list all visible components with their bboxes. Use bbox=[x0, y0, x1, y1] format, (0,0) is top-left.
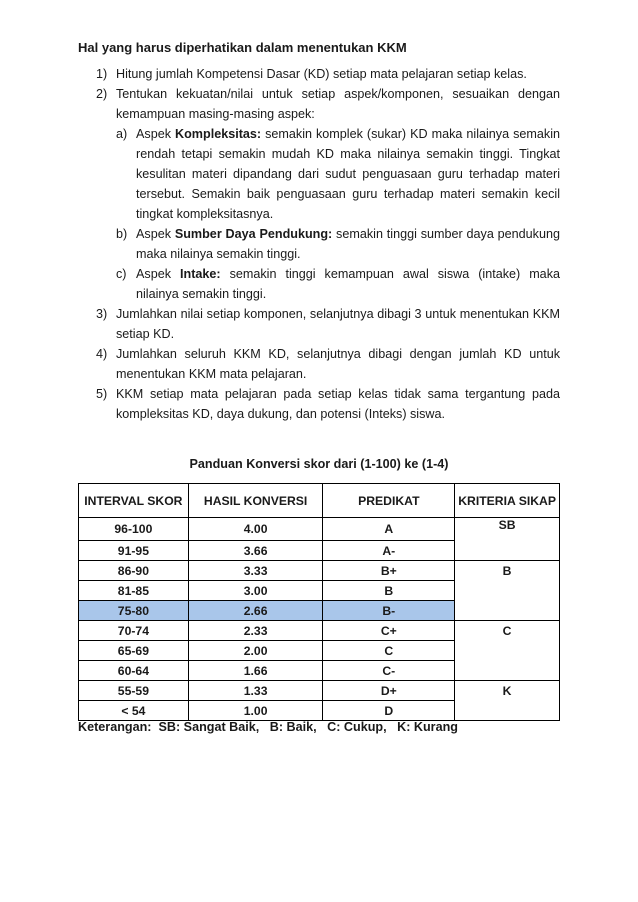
table-row bbox=[79, 681, 560, 701]
predikat-cell: A- bbox=[323, 541, 455, 561]
sub-list-item bbox=[116, 224, 560, 264]
sub-list-item bbox=[116, 124, 560, 224]
konversi-cell: 2.00 bbox=[188, 641, 323, 661]
table-header-row bbox=[79, 484, 560, 518]
predikat-cell: C- bbox=[323, 661, 455, 681]
list-item bbox=[78, 304, 560, 344]
steps-list bbox=[78, 64, 560, 424]
list-item bbox=[78, 64, 560, 84]
interval-cell: 60-64 bbox=[79, 661, 189, 681]
list-item bbox=[78, 344, 560, 384]
konversi-cell: 1.33 bbox=[188, 681, 323, 701]
interval-cell: 86-90 bbox=[79, 561, 189, 581]
konversi-cell: 4.00 bbox=[188, 518, 323, 541]
predikat-cell: A bbox=[323, 518, 455, 541]
konversi-cell: 1.00 bbox=[188, 701, 323, 721]
list-item bbox=[78, 84, 560, 304]
table-title: Panduan Konversi skor dari (1-100) ke (1-4) bbox=[189, 457, 449, 471]
interval-cell: 75-80 bbox=[79, 601, 189, 621]
sub-item-text: semakin komplek (sukar) KD maka nilainya semakin rendah tetapi semakin mudah KD maka nilainya semakin tinggi. Tingkat kesulitan materi dipandang dari sudut penguasaan guru terhadap materi tersebut. Semakin baik penguasaan guru terhadap materi semakin kecil tingkat kompleksitasnya. bbox=[136, 127, 560, 221]
predikat-cell: D bbox=[323, 701, 455, 721]
list-item bbox=[78, 384, 560, 424]
sub-item-text: semakin tinggi sumber daya pendukung maka nilainya semakin tinggi. bbox=[136, 227, 560, 261]
sub-item-prefix: Aspek bbox=[136, 127, 176, 141]
item-number: 4) bbox=[96, 347, 108, 361]
konversi-cell: 3.66 bbox=[188, 541, 323, 561]
interval-cell: 91-95 bbox=[79, 541, 189, 561]
legend-note: Keterangan: SB: Sangat Baik, B: Baik, C: Cukup, K: Kurang bbox=[78, 720, 458, 734]
interval-cell: < 54 bbox=[79, 701, 189, 721]
page-heading: Hal yang harus diperhatikan dalam menentukan KKM bbox=[78, 40, 407, 55]
sub-item-prefix: Aspek bbox=[136, 267, 180, 281]
item-text: Tentukan kekuatan/nilai untuk setiap aspek/komponen, sesuaikan dengan kemampuan masing-masing aspek: bbox=[116, 87, 560, 121]
sub-item-number: c) bbox=[116, 267, 127, 281]
interval-cell: 81-85 bbox=[79, 581, 189, 601]
sub-list-item bbox=[116, 264, 560, 304]
item-number: 5) bbox=[96, 387, 108, 401]
kriteria-cell: K bbox=[455, 681, 560, 721]
konversi-cell: 3.00 bbox=[188, 581, 323, 601]
sub-item-text: semakin tinggi kemampuan awal siswa (intake) maka nilainya semakin tinggi. bbox=[136, 267, 560, 301]
konversi-cell: 3.33 bbox=[188, 561, 323, 581]
predikat-cell: B+ bbox=[323, 561, 455, 581]
item-number: 3) bbox=[96, 307, 108, 321]
konversi-cell: 2.33 bbox=[188, 621, 323, 641]
predikat-cell: C bbox=[323, 641, 455, 661]
conversion-table bbox=[78, 483, 560, 721]
table-row bbox=[79, 621, 560, 641]
interval-cell: 65-69 bbox=[79, 641, 189, 661]
item-number: 2) bbox=[96, 87, 108, 101]
sub-item-term: Sumber Daya Pendukung: bbox=[174, 227, 333, 241]
item-text: Hitung jumlah Kompetensi Dasar (KD) setiap mata pelajaran setiap kelas. bbox=[116, 67, 527, 81]
item-text: Jumlahkan seluruh KKM KD, selanjutnya dibagi dengan jumlah KD untuk menentukan KKM mata pelajaran. bbox=[116, 347, 560, 381]
interval-cell: 96-100 bbox=[79, 518, 189, 541]
kriteria-cell: B bbox=[455, 561, 560, 621]
interval-cell: 55-59 bbox=[79, 681, 189, 701]
table-row bbox=[79, 518, 560, 541]
kriteria-cell: SB bbox=[455, 518, 560, 561]
column-header-predikat: PREDIKAT bbox=[323, 484, 455, 518]
item-text: Jumlahkan nilai setiap komponen, selanjutnya dibagi 3 untuk menentukan KKM setiap KD. bbox=[116, 307, 560, 341]
kriteria-cell: C bbox=[455, 621, 560, 681]
sub-item-term: Kompleksitas: bbox=[175, 127, 262, 141]
item-number: 1) bbox=[96, 67, 108, 81]
predikat-cell: D+ bbox=[323, 681, 455, 701]
sub-item-term: Intake: bbox=[180, 267, 221, 281]
sub-item-number: a) bbox=[116, 127, 128, 141]
interval-cell: 70-74 bbox=[79, 621, 189, 641]
konversi-cell: 2.66 bbox=[188, 601, 323, 621]
column-header-interval: INTERVAL SKOR bbox=[79, 484, 189, 518]
sub-item-number: b) bbox=[116, 227, 128, 241]
column-header-konversi: HASIL KONVERSI bbox=[188, 484, 323, 518]
column-header-kriteria: KRITERIA SIKAP bbox=[455, 484, 560, 518]
item-text: KKM setiap mata pelajaran pada setiap kelas tidak sama tergantung pada kompleksitas KD, daya dukung, dan potensi (Inteks) siswa. bbox=[116, 387, 560, 421]
predikat-cell: B bbox=[323, 581, 455, 601]
table-row bbox=[79, 561, 560, 581]
konversi-cell: 1.66 bbox=[188, 661, 323, 681]
predikat-cell: B- bbox=[323, 601, 455, 621]
sub-item-prefix: Aspek bbox=[136, 227, 175, 241]
predikat-cell: C+ bbox=[323, 621, 455, 641]
